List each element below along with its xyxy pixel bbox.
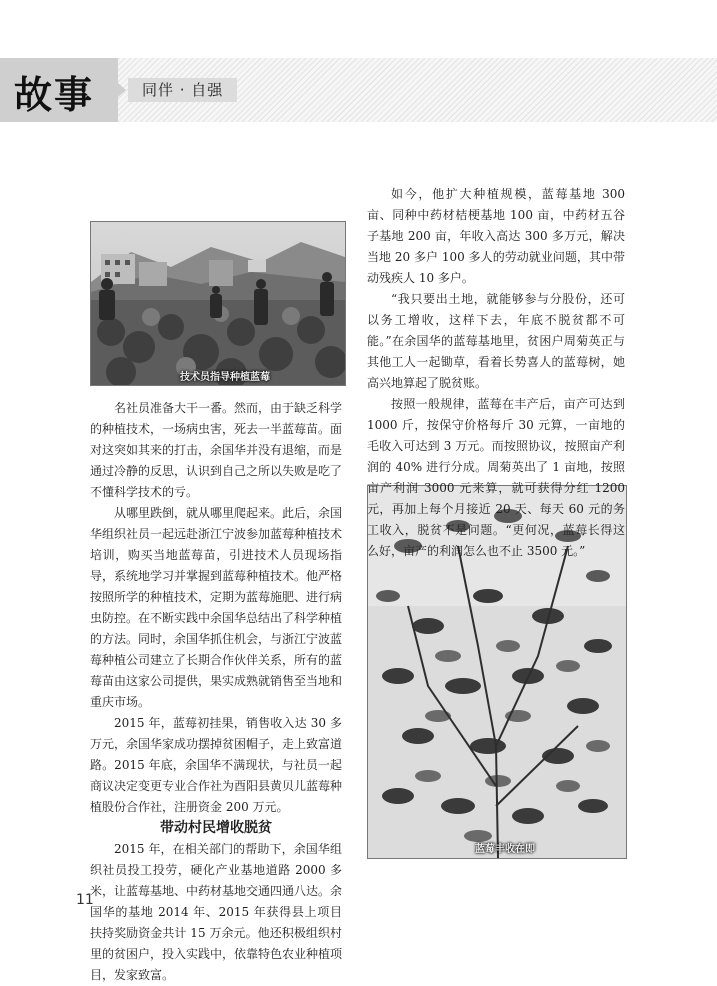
header-arrow-icon <box>118 83 126 97</box>
photo-caption-top: 技术员指导种植蓝莓 <box>180 372 270 383</box>
photo-field-workers <box>90 221 346 386</box>
page-number: 11 <box>76 892 94 908</box>
paragraph: 按照一般规律，蓝莓在丰产后，亩产可达到 1000 斤，按保守价格每斤 30 元算，一亩地的毛收入可达到 3 万元。而按照协议，按照亩产利润的 40% 进行分成。周菊英出了 1 亩地，按照亩产利润 3000 元来算，就可获得分红 1200 元，再加上每个月接近 20 天、每天 60 元的务工收入，脱贫不是问题。“更何况，蓝莓长得这么好，亩产的利润怎么也不止 3500 元。” <box>367 397 625 558</box>
paragraph: 2015 年，蓝莓初挂果，销售收入达 30 多万元，余国华家成功摆掉贫困帽子，走上致富道路。2015 年底，余国华不满现状，与社员一起商议决定变更专业合作社为酉阳县黄贝儿蓝莓种植股份合作社，注册资金 200 万元。 <box>90 716 343 814</box>
article-right-column <box>367 184 625 562</box>
section-subtitle: 同伴 · 自强 <box>128 78 237 102</box>
article-left-column <box>90 398 342 986</box>
section-title: 故事 <box>14 72 95 117</box>
paragraph: 2015 年，在相关部门的帮助下，余国华组织社员投工投劳，硬化产业基地道路 2000 多米，让蓝莓基地、中药材基地交通四通八达。余国华的基地 2014 年、2015 年获得县上项目扶持奖励资金共计 15 万余元。他还积极组织村里的贫困户，投入实践中，依靠特色农业种植项目，发家致富。 <box>90 842 343 982</box>
paragraph: 如今，他扩大种植规模，蓝莓基地 300 亩、同种中药材桔梗基地 100 亩，中药材五谷子基地 200 亩，年收入高达 300 多万元，解决当地 20 多户 100 多人的劳动就业问题，其中带动残疾人 10 多户。 <box>367 187 625 285</box>
paragraph: “我只要出土地，就能够参与分股份，还可以务工增收，这样下去，年底不脱贫都不可能。”在余国华的蓝莓基地里，贫困户周菊英正与其他工人一起锄草，看着长势喜人的蓝莓树，她高兴地算起了脱贫账。 <box>367 292 625 390</box>
photo-caption-bottom: 蓝莓丰收在即 <box>475 844 535 855</box>
paragraph: 名社员准备大干一番。然而，由于缺乏科学的种植技术，一场病虫害，死去一半蓝莓苗。面对这突如其来的打击，余国华并没有退缩，而是通过冷静的反思，认识到自己之所以失败是吃了不懂科学技术的亏。 <box>90 401 343 499</box>
section-heading: 带动村民增收脱贫 <box>160 820 272 836</box>
paragraph: 从哪里跌倒，就从哪里爬起来。此后，余国华组织社员一起远赴浙江宁波参加蓝莓种植技术培训，购买当地蓝莓苗，引进技术人员现场指导，系统地学习并掌握到蓝莓种植技术。他严格按照所学的种植技术，定期为蓝莓施肥、进行病虫防控。在不断实践中余国华总结出了科学种植的方法。同时，余国华抓住机会，与浙江宁波蓝莓种植公司建立了长期合作伙伴关系，所有的蓝莓苗由这家公司提供，果实成熟就销售至当地和重庆市场。 <box>90 506 343 709</box>
